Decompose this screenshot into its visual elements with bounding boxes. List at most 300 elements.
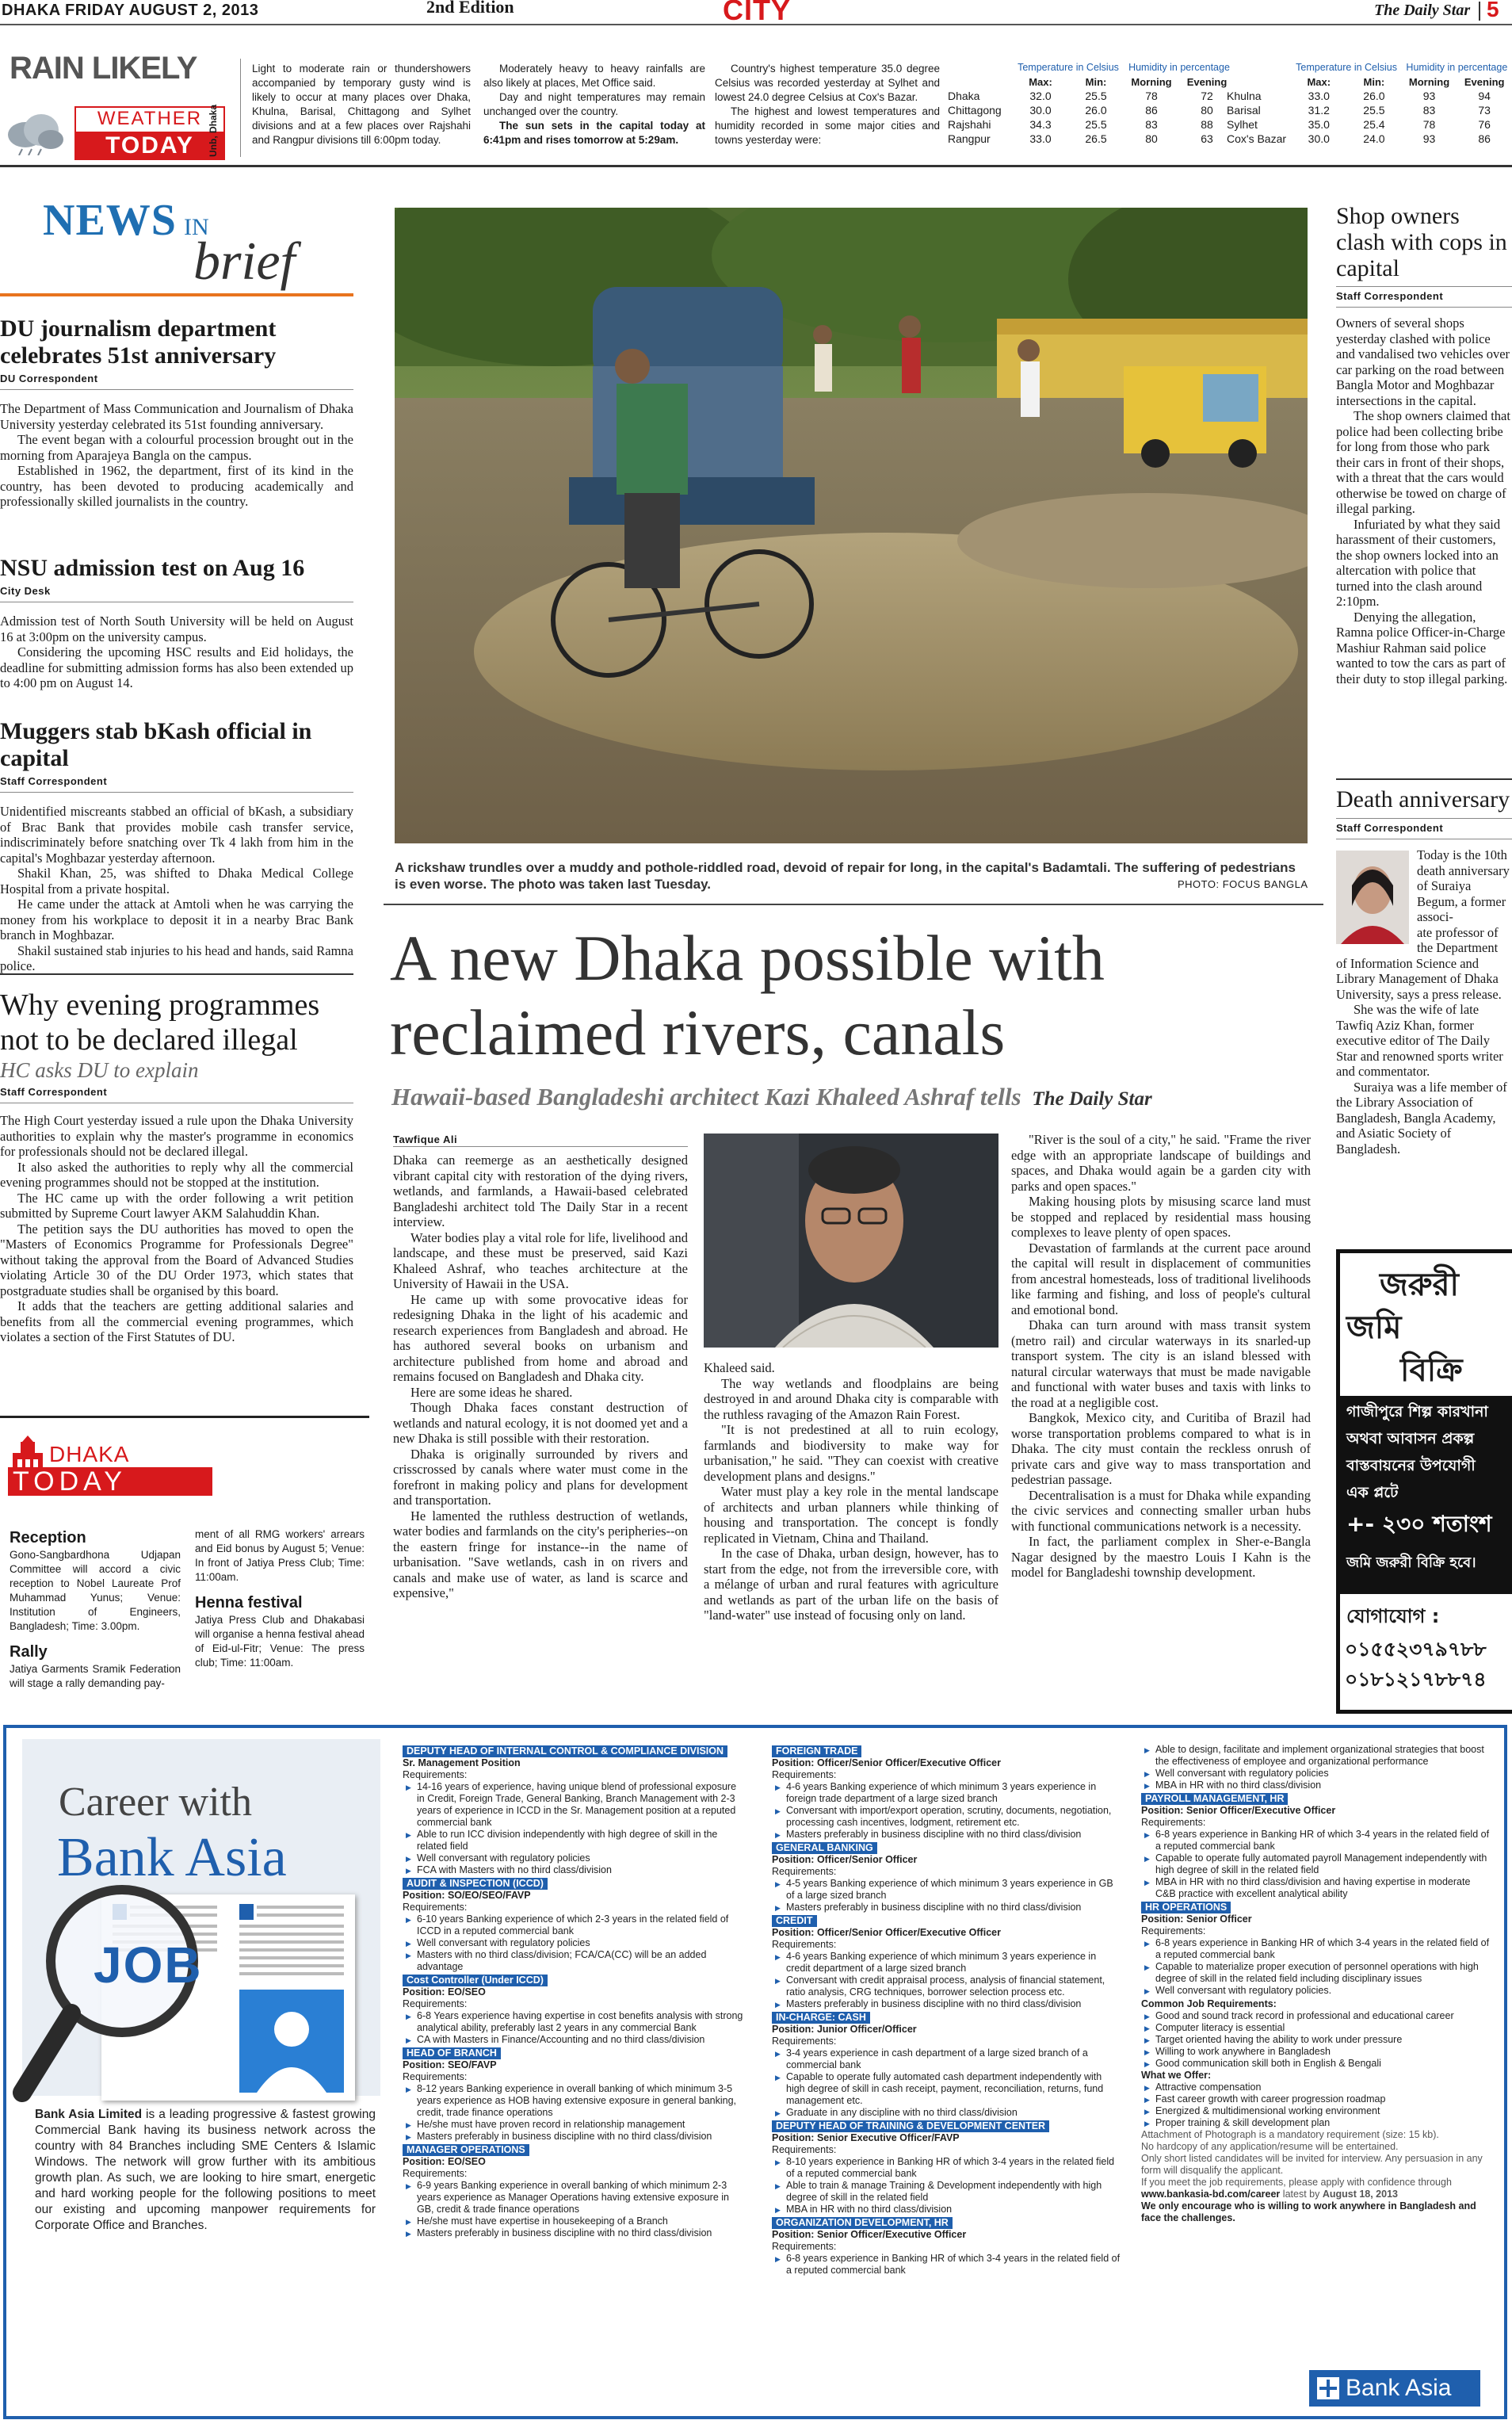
weather-value: 25.5 <box>1085 118 1107 131</box>
right-2-headline: Death anniversary <box>1336 786 1510 812</box>
brief-1-p2: The event began with a colourful procession brought out in the morning from Aparajeya Bangla on the campus. <box>0 432 353 463</box>
weather-city: Chittagong <box>948 104 1002 117</box>
job-col-3-sections <box>1141 1791 1490 1997</box>
list-item: ▶ Capable to operate fully automated payroll Management independently with high degree of skill in the related field <box>1155 1852 1490 1876</box>
offer-list <box>1141 2082 1490 2129</box>
brief-4-body <box>0 1113 353 1345</box>
lead-c1-p4: Though Dhaka faces constant destruction of wetlands and natural ecology, it is not doomed yet and a new Dhaka is still possible with their restoration. <box>393 1400 688 1446</box>
brief-2-body <box>0 614 353 691</box>
weather-col1: Light to moderate rain or thundershowers accompanied by temporary gusty wind is likely to occur at many places over Dhaka, Khulna, Barisal, Chittagong and Sylhet divisions and at a few places over Rajshahi and Rangpur divisions till 6:00pm today. <box>252 63 471 146</box>
lead-headline <box>390 921 1325 1070</box>
lead-col-2 <box>704 1360 998 1623</box>
weather-row <box>1224 117 1512 132</box>
ad-body-3: বাস্তবায়নের উপযোগী <box>1346 1457 1476 1474</box>
list-item: ▶ Conversant with credit appraisal process, analysis of financial statement, ratio analysis, CRG techniques, borrower selection process etc. <box>786 1975 1121 1998</box>
weather-row <box>1224 89 1512 103</box>
list-item: ▶ Energized & multidimensional working environment <box>1155 2105 1490 2117</box>
right-story-2 <box>1336 778 1512 1156</box>
ad-body-6: জমি জরুরী বিক্রি হবে। <box>1346 1554 1476 1571</box>
dhaka-today-top: DHAKA <box>49 1442 130 1466</box>
weather-row <box>945 132 1235 146</box>
weather-col3 <box>715 62 940 147</box>
bank-ad-intro-text: is a leading progressive & fastest growing Commercial Bank having its business network across the country with 84 Branches including SME Centers & Islamic Windows. The network will grow further with its ambitious growth plan. As such, we are looking to hire smart, energetic and hard working people for the following positions to meet our existing and upcoming manpower requirements for Corporate Office and Branches. <box>35 2108 376 2232</box>
weather-value: 34.3 <box>1029 118 1052 131</box>
job-position: Position: SEO/FAVP <box>403 2059 497 2070</box>
list-item: ▶ 6-9 years Banking experience in overall banking of which minimum 2-3 years experience as Manager Operations having extensive exposure in GB, credit & trade finance operations <box>417 2180 743 2215</box>
list-item: ▶ Masters with no third class/division; FCA/CA(CC) will be an added advantage <box>417 1949 743 1973</box>
weather-city: Sylhet <box>1227 118 1258 131</box>
lead-headline-line1: A new Dhaka possible with <box>390 922 1105 994</box>
bank-ad-career: Career with <box>59 1780 253 1825</box>
right-2-p1b: ate professor of the Department of Information Science and Library Management of Dhaka University, says a press release. <box>1336 924 1502 1002</box>
note-5-text: latest by <box>1280 2189 1323 2200</box>
weather-value: 76 <box>1478 118 1491 131</box>
weather-source: Unb, Dhaka <box>208 104 219 157</box>
list-item: ▶ Computer literacy is essential <box>1155 2022 1490 2034</box>
lead-c2-p1: The way wetlands and floodplains are being destroyed in and around Dhaka city is comparable with the ruthless ravaging of the Amazon Rain Forest. <box>704 1375 998 1422</box>
deadline-date: August 18, 2013 <box>1322 2189 1398 2200</box>
weather-col2-p1: Moderately heavy to heavy rainfalls are also likely at places, Met Office said. <box>483 63 705 89</box>
wx2-th-evening: Evening <box>1464 75 1505 88</box>
lead-deck-text: Hawaii-based Bangladeshi architect Kazi Khaleed Ashraf tells <box>391 1083 1021 1111</box>
job-requirements-list <box>772 2253 1121 2277</box>
ad-body-2: অথবা আবাসন প্রকল্প <box>1346 1430 1475 1447</box>
weather-value: 25.4 <box>1363 118 1385 131</box>
job-section-title: DEPUTY HEAD OF TRAINING & DEVELOPMENT CENTER <box>772 2120 1049 2132</box>
list-item: ▶ Good and sound track record in professional and educational career <box>1155 2010 1490 2022</box>
lead-c1-p6: He lamented the ruthless destruction of wetlands, water bodies and farmlands on the city's peripheries--on the eastern fringe for instance--in the name of urbanisation. "Save wetlands, cash in on rivers and canals and make use of water, as land is scarce and expensive," <box>393 1508 688 1600</box>
list-item: ▶ Conversant with import/export operation, scrutiny, documents, negotiation, processing cash incentives, lodgment, retirement etc. <box>786 1805 1121 1829</box>
masthead-divider <box>1479 2 1480 21</box>
weather-col2-p2: Day and night temperatures may remain unchanged over the country. <box>483 91 705 117</box>
dhaka-today-col2 <box>195 1527 365 1670</box>
note-3: Only short listed candidates will be invited for interview. Any persuasion in any form will disqualify the applicant. <box>1141 2153 1483 2176</box>
job-position: Position: EO/SEO <box>403 2156 486 2167</box>
right-1-p1: Owners of several shops yesterday clashed with police and vandalised two vehicles over car parking on the road between Bangla Motor and Moghbazar intersections in the capital. <box>1336 315 1510 408</box>
job-section-title: HEAD OF BRANCH <box>403 2047 501 2059</box>
list-item: ▶ 4-5 years Banking experience of which minimum 3 years experience in GB of a large sized branch <box>786 1878 1121 1902</box>
masthead-section: CITY <box>723 0 792 26</box>
job-section-title: Cost Controller (Under ICCD) <box>403 1975 548 1986</box>
weather-city: Khulna <box>1227 90 1262 102</box>
weather-value: 63 <box>1201 132 1213 145</box>
job-position: Sr. Management Position <box>403 1757 521 1768</box>
weather-col3-p1: Country's highest temperature 35.0 degree Celsius was recorded yesterday at Sylhet and lowest 24.0 degree Celsius at Cox's Bazar. <box>715 63 940 103</box>
job-requirements-label: Requirements: <box>403 2071 468 2082</box>
brief-2-byline: City Desk <box>0 585 51 597</box>
list-item: ▶ Masters preferably in business discipline with no third class/division <box>417 2227 743 2239</box>
weather-table-2-body <box>1224 89 1512 146</box>
job-requirements-label: Requirements: <box>772 1939 837 1950</box>
job-section-title: DEPUTY HEAD OF INTERNAL CONTROL & COMPLIANCE DIVISION <box>403 1745 727 1757</box>
lead-c2-p0: Khaleed said. <box>704 1360 775 1375</box>
wx2-th-hum: Humidity in percentage <box>1406 62 1508 73</box>
weather-table-1-body <box>945 89 1235 146</box>
obituary-portrait <box>1336 851 1409 944</box>
brief-4-p5: It adds that the teachers are getting additional salaries and benefits from all the commercial evening programmes, which violates a section of the First Statutes of DU. <box>0 1298 353 1344</box>
weather-divider <box>240 59 241 157</box>
job-position: Position: Senior Officer/Executive Officer <box>772 2229 967 2240</box>
weather-value: 80 <box>1145 132 1158 145</box>
lead-c2-p3: Water must play a key role in the mental landscape of architects and urban planners while thinking of housing and transportation. The concept is fondly replicated in Vietnam, China and Thailand. <box>704 1484 998 1546</box>
lead-portrait <box>704 1134 998 1348</box>
masthead-edition: 2nd Edition <box>426 0 514 17</box>
career-link[interactable]: www.bankasia-bd.com/career <box>1141 2189 1281 2200</box>
weather-col2-p3: The sun sets in the capital today at 6:41pm and rises tomorrow at 5:29am. <box>483 120 705 146</box>
right-2-p3: Suraiya was a life member of the Library Association of Bangladesh, Bangla Academy, and Asiatic Society of Bangladesh. <box>1336 1079 1507 1156</box>
job-position: Position: Senior Officer/Executive Officer <box>1141 1805 1336 1816</box>
weather-value: 26.0 <box>1363 90 1385 102</box>
list-item: ▶ 6-8 years experience in Banking HR of which 3-4 years in the related field of a reputed commercial bank <box>786 2253 1121 2277</box>
list-item: ▶ MBA in HR with no third class/division <box>786 2204 1121 2215</box>
weather-value: 72 <box>1201 90 1213 102</box>
weather-value: 88 <box>1201 118 1213 131</box>
list-item: ▶ Well conversant with regulatory policies <box>1155 1768 1490 1780</box>
list-item: ▶ 6-8 Years experience having expertise in cost benefits analysis with strong analytical ability, preferably last 2 years in any commercial Bank <box>417 2010 743 2034</box>
list-item: ▶ Well conversant with regulatory policies. <box>1155 1985 1490 1997</box>
brief-4-p2: It also asked the authorities to reply why all the commercial evening programmes should not be stopped at the institution. <box>0 1159 353 1190</box>
job-requirements-label: Requirements: <box>772 2144 837 2155</box>
weather-value: 78 <box>1422 118 1436 131</box>
photo-bottom-rule <box>384 904 1323 905</box>
right-story-1 <box>1336 203 1512 686</box>
ad-black-band <box>1340 1396 1512 1594</box>
wx2-th-max: Max: <box>1307 75 1331 88</box>
weather-value: 24.0 <box>1363 132 1385 145</box>
wx-th-min: Min: <box>1085 75 1107 88</box>
list-item: ▶ MBA in HR with no third class/division and having expertise in moderate C&B practice with excellent analytical ability <box>1155 1876 1490 1900</box>
right-1-headline: Shop owners clash with cops in capital <box>1336 203 1507 281</box>
brief-story-4 <box>0 988 353 1345</box>
job-requirements-list <box>403 2180 743 2239</box>
bank-asia-logo-icon <box>1317 2377 1339 2399</box>
bank-ad-bank: Bank Asia <box>57 1827 287 1888</box>
lead-deck <box>391 1083 1327 1111</box>
lead-c3-p0: "River is the soul of a city," he said. "Frame the river edge with an appropriate landscape of buildings and spaces, and Dhaka would again be a garden city with parks and open spaces." <box>1011 1132 1311 1194</box>
weather-value: 30.0 <box>1029 104 1052 117</box>
lead-deck-paper: The Daily Star <box>1032 1088 1152 1110</box>
weather-value: 78 <box>1145 90 1158 102</box>
job-section-title: FOREIGN TRADE <box>772 1745 861 1757</box>
job-requirements-list <box>403 1781 743 1876</box>
job-position: Position: Senior Officer <box>1141 1913 1252 1925</box>
lead-byline-rule <box>393 1146 688 1147</box>
weather-logo-top: WEATHER <box>74 106 225 133</box>
weather-city: Dhaka <box>948 90 980 102</box>
brief-orange-rule <box>0 293 353 296</box>
job-requirements-list <box>772 1781 1121 1841</box>
bank-ad-intro <box>35 2107 376 2234</box>
ad-body-1: গাজীপুরে শিল্প কারখানা <box>1346 1403 1488 1420</box>
job-requirements-label: Requirements: <box>772 2036 837 2047</box>
job-section-title: ORGANIZATION DEVELOPMENT, HR <box>772 2217 953 2229</box>
list-item: ▶ Capable to operate fully automated cash department independently with high degree of skill in cash receipt, payment, reconciliation, returns, fund management etc. <box>786 2071 1121 2107</box>
lead-c3-p4: Bangkok, Mexico city, and Curitiba of Brazil had worse transportation problems compared to what is in Dhaka. The city must contain the reckless onrush of private cars and give way to mass transportation and pedestrian passage. <box>1011 1410 1311 1487</box>
weather-box <box>0 44 1512 163</box>
weather-value: 73 <box>1478 104 1491 117</box>
event-rally-cont: ment of all RMG workers' arrears and Eid bonus by August 5; Venue: In front of Jatiya Press Club; Time: 11:00am. <box>195 1528 365 1583</box>
photo-caption <box>395 859 1298 893</box>
bank-asia-ad <box>3 1725 1507 2419</box>
weather-value: 30.0 <box>1308 132 1330 145</box>
right-1-p4: Denying the allegation, Ramna police Officer-in-Charge Mashiur Rahman said police wanted to tow the cars as part of their duty to stop illegal parking. <box>1336 609 1508 686</box>
photo-credit: PHOTO: FOCUS BANGLA <box>1178 878 1308 890</box>
wx-th-max: Max: <box>1029 75 1052 88</box>
weather-logo-bottom: TODAY <box>74 132 225 160</box>
list-item: ▶ Well conversant with regulatory policies <box>417 1937 743 1949</box>
lead-c3-p5: Decentralisation is a must for Dhaka while expanding the civic services and connecting smaller urban hubs with functional communications network is a necessity. <box>1011 1487 1311 1534</box>
note-4-text: If you meet the job requirements, please apply with confidence through <box>1141 2177 1452 2188</box>
lead-c1-p5: Dhaka is originally surrounded by rivers and crisscrossed by canals where water must come in the forefront in making policy and plans for development and transportation. <box>393 1446 688 1508</box>
job-col-1 <box>403 1744 743 2239</box>
job-requirements-list <box>403 1913 743 1973</box>
weather-value: 25.5 <box>1085 90 1107 102</box>
rickshaw-photo <box>395 208 1308 843</box>
brief-2-p2: Considering the upcoming HSC results and Eid holidays, the deadline for submitting admission forms has also been extended up to 4:00 pm on August 14. <box>0 644 353 690</box>
brief-2-p1: Admission test of North South University will be held on August 16 at 3:00pm on the university campus. <box>0 614 353 644</box>
weather-logo <box>6 106 228 163</box>
brief-3-byline: Staff Correspondent <box>0 775 108 787</box>
event-reception-text: Gono-Sangbardhona Udjapan Committee will accord a civic reception to Nobel Laureate Prof Muhammad Yunus; Venue: Institution of Engineers, Bangladesh; Time: 3.00pm. <box>10 1549 181 1632</box>
lead-c2-p4: In the case of Dhaka, urban design, however, has to start from the edge, not from the irreversible core, with a mélange of urban and rural features with agriculture and wetlands as part of the urban life on the basis of "land-water" use instead of focusing only on land. <box>704 1546 998 1623</box>
lead-c1-p1: Water bodies play a vital role for life, livelihood and landscape, and these must be preserved, said Kazi Khaleed Ashraf, who teaches architecture at the University of Hawaii in the USA. <box>393 1229 688 1291</box>
brief-4-deck: HC asks DU to explain <box>0 1058 199 1082</box>
ad-title-1: জরুরী <box>1380 1267 1459 1303</box>
bank-ad-intro-bold: Bank Asia Limited <box>35 2108 143 2121</box>
wx2-th-min: Min: <box>1363 75 1385 88</box>
list-item: ▶ 3-4 years experience in cash department of a large sized branch of a commercial bank <box>786 2047 1121 2071</box>
brief-1-byline: DU Correspondent <box>0 373 98 384</box>
list-item: ▶ Able to design, facilitate and implement organizational strategies that boost the effectiveness of employee and organizational performance <box>1155 1744 1490 1768</box>
common-req-list <box>1141 2010 1490 2070</box>
ad-title-2: জমি <box>1346 1309 1402 1346</box>
list-item: ▶ 4-6 years Banking experience of which minimum 3 years experience in credit department of a large sized branch <box>786 1951 1121 1975</box>
job-col-2 <box>772 1744 1121 2277</box>
news-in-brief-logo <box>43 195 360 290</box>
right-1-byline: Staff Correspondent <box>1336 290 1444 302</box>
list-item: ▶ Fast career growth with career progression roadmap <box>1155 2093 1490 2105</box>
job-requirements-list <box>1141 1829 1490 1900</box>
list-item: ▶ 6-8 years experience in Banking HR of which 3-4 years in the related field of a reputed commercial bank <box>1155 1937 1490 1961</box>
weather-value: 80 <box>1201 104 1213 117</box>
brief-4-p4: The petition says the DU authorities has moved to open the "Masters of Economics Programme for Professionals Degree" without taking the approval from the Board of Advanced Studies violating Article 30 of the DU Order 1973, which states that postgraduate studies shall be organised by this board. <box>0 1221 353 1298</box>
brief-1-p3: Established in 1962, the department, first of its kind in the country, has been devoted to producing academically and professionally skilled journalists in the country. <box>0 463 353 509</box>
wx-th-temp: Temperature in Celsius <box>1018 62 1119 73</box>
brief-1-body <box>0 401 353 510</box>
list-item: ▶ Well conversant with regulatory policies <box>417 1852 743 1864</box>
lead-c3-p2: Devastation of farmlands at the current pace around the capital will result in displacement of communities from ancestral homesteads, loss of traditional livelihoods like farming and fishing, and loss of people's cultural and emotional bond. <box>1011 1240 1311 1317</box>
list-item: ▶ Masters preferably in business discipline with no third class/division <box>786 1829 1121 1841</box>
brief-4-p1: The High Court yesterday issued a rule upon the Dhaka University authorities to explain why the master's programme in economics for professionals should not be declared illegal. <box>0 1113 353 1159</box>
weather-value: 93 <box>1422 90 1436 102</box>
note-2: No hardcopy of any application/resume will be entertained. <box>1141 2141 1399 2152</box>
masthead <box>0 0 1512 25</box>
note-6: We only encourage who is willing to work anywhere in Bangladesh and face the challenges. <box>1141 2200 1476 2223</box>
lead-photo <box>395 208 1308 843</box>
weather-value: 31.2 <box>1308 104 1330 117</box>
weather-table-1 <box>945 60 1235 146</box>
wx-th-morning: Morning <box>1131 75 1172 88</box>
job-position: Position: Junior Officer/Officer <box>772 2024 917 2035</box>
list-item: ▶ Masters preferably in business discipline with no third class/division <box>786 1998 1121 2010</box>
list-item: ▶ Target oriented having the ability to work under pressure <box>1155 2034 1490 2046</box>
brief-4-p3: The HC came up with the order following a writ petition submitted by Supreme Court lawyer AKM Salahuddin Khan. <box>0 1190 353 1221</box>
bank-ad-job: JOB <box>94 1936 203 1994</box>
job-requirements-list <box>403 2010 743 2046</box>
weather-value: 86 <box>1478 132 1491 145</box>
job-section-title: MANAGER OPERATIONS <box>403 2144 529 2156</box>
list-item: ▶ Good communication skill both in English & Bengali <box>1155 2058 1490 2070</box>
bank-asia-logo <box>1309 2370 1480 2407</box>
event-henna-title: Henna festival <box>195 1594 303 1611</box>
brief-3-p3: He came under the attack at Amtoli when he was carrying the money from his workplace to deposit it in a nearby Brac Bank branch in Moghbazar. <box>0 897 353 942</box>
note-1: Attachment of Photograph is a mandatory requirement (size: 15 kb). <box>1141 2129 1439 2140</box>
list-item: ▶ CA with Masters in Finance/Accounting and no third class/division <box>417 2034 743 2046</box>
brief-story-1 <box>0 315 353 510</box>
list-item: ▶ 4-6 years Banking experience of which minimum 3 years experience in foreign trade department of a large sized branch <box>786 1781 1121 1805</box>
land-sale-ad <box>1336 1249 1512 1714</box>
brief-news: NEWS <box>43 196 177 245</box>
ad-body-4: এক প্লটে <box>1346 1484 1399 1501</box>
brief-3-p2: Shakil Khan, 25, was shifted to Dhaka Medical College Hospital from a private hospital. <box>0 866 353 897</box>
brief-story-2 <box>0 555 353 691</box>
right-2-byline: Staff Correspondent <box>1336 822 1444 834</box>
ad-contact: যোগাযোগ : <box>1346 1605 1440 1627</box>
weather-value: 33.0 <box>1029 132 1052 145</box>
event-reception-title: Reception <box>10 1529 86 1546</box>
job-requirements-list <box>772 1951 1121 2010</box>
job-requirements-label: Requirements: <box>772 2241 837 2252</box>
job-col-3 <box>1141 1744 1490 2224</box>
job-requirements-label: Requirements: <box>403 2168 468 2179</box>
dhaka-today-box <box>0 1416 369 1743</box>
brief-3-headline: Muggers stab bKash official in capital <box>0 718 312 771</box>
brief-3-body <box>0 804 353 974</box>
brief-3-p4: Shakil sustained stab injuries to his head and hands, said Ramna police. <box>0 942 353 973</box>
wx2-th-morning: Morning <box>1408 75 1450 88</box>
wx-th-hum: Humidity in percentage <box>1128 62 1230 73</box>
weather-col3-p2: The highest and lowest temperatures and humidity recorded in some major cities and towns yesterday were: <box>715 105 940 146</box>
common-req-title: Common Job Requirements: <box>1141 1998 1277 2009</box>
job-position: Position: Officer/Senior Officer/Executive Officer <box>772 1927 1001 1938</box>
cloud-icon <box>6 108 65 155</box>
list-item: ▶ 6-8 years experience in Banking HR of which 3-4 years in the related field of a reputed commercial bank <box>1155 1829 1490 1852</box>
job-section-title: GENERAL BANKING <box>772 1842 877 1854</box>
weather-value: 94 <box>1478 90 1491 102</box>
list-item: ▶ Able to run ICC division independently with high degree of skill in the related field <box>417 1829 743 1852</box>
lead-c1-p3: Here are some ideas he shared. <box>410 1384 573 1400</box>
job-col-3-top <box>1141 1744 1490 1791</box>
right-1-p3: Infuriated by what they said harassment of their customers, the shop owners locked into an altercation with police that turned into the clash around 2:10pm. <box>1336 516 1501 609</box>
ad-phone-1: ০১৫৫২৩৭৯৭৮৮ <box>1345 1638 1487 1661</box>
weather-value: 83 <box>1422 104 1436 117</box>
portrait-photo <box>704 1134 998 1348</box>
job-requirements-list <box>1141 1937 1490 1997</box>
lead-c2-p2: "It is not predestined at all to ruin ecology, farmlands and biodiversity to make way for urbanisation," he said. "They can coexist with creative development plans and designs." <box>704 1422 998 1484</box>
job-section-title: CREDIT <box>772 1915 817 1927</box>
weather-value: 83 <box>1145 118 1158 131</box>
ad-title-3: বিক্রি <box>1400 1352 1463 1389</box>
right-2-p2: She was the wife of late Tawfiq Aziz Khan, former executive editor of The Daily Star and renowned sports writer and commentator. <box>1336 1002 1503 1079</box>
list-item: ▶ FCA with Masters with no third class/division <box>417 1864 743 1876</box>
weather-value: 93 <box>1422 132 1436 145</box>
weather-value: 25.5 <box>1363 104 1385 117</box>
job-requirements-label: Requirements: <box>1141 1925 1206 1936</box>
list-item: ▶ Able to train & manage Training & Development independently with high degree of skill in the related field <box>786 2180 1121 2204</box>
weather-row <box>1224 132 1512 146</box>
weather-headline: RAIN LIKELY <box>10 51 197 86</box>
photo-caption-text: A rickshaw trundles over a muddy and pothole-riddled road, devoid of repair for long, in the capital's Badamtali. The suffering of pedestrians is even worse. The photo was taken last Tuesday. <box>395 860 1296 892</box>
weather-col2 <box>483 62 705 147</box>
lead-col-3 <box>1011 1132 1311 1581</box>
right-1-body <box>1336 315 1512 686</box>
list-item: ▶ 8-10 years experience in Banking HR of which 3-4 years in the related field of a reputed commercial bank <box>786 2156 1121 2180</box>
ad-phone-2: ০১৮১২১৭৮৮৭৪ <box>1345 1668 1487 1691</box>
masthead-date: DHAKA FRIDAY AUGUST 2, 2013 <box>2 2 259 19</box>
weather-value: 32.0 <box>1029 90 1052 102</box>
job-section-title: AUDIT & INSPECTION (ICCD) <box>403 1878 548 1890</box>
right-1-p2: The shop owners claimed that police had been collecting bribe for long from those who park their cars in front of their shops, with a threat that the cars would otherwise be towed on charge of illegal parking. <box>1336 408 1510 516</box>
weather-value: 35.0 <box>1308 118 1330 131</box>
bank-ad-left-panel <box>22 1739 380 2096</box>
event-rally-title: Rally <box>10 1643 48 1661</box>
job-requirements-list <box>772 2156 1121 2215</box>
list-item: ▶ Masters preferably in business discipline with no third class/division <box>417 2131 743 2143</box>
brief-4-headline: Why evening programmes not to be declared illegal <box>0 988 320 1057</box>
job-requirements-list <box>772 2047 1121 2119</box>
masthead-paper: The Daily Star <box>1374 2 1471 19</box>
event-henna-text: Jatiya Press Club and Dhakabasi will organise a henna festival ahead of Eid-ul-Fitr; Venue: The press club; Time: 11:00am. <box>195 1614 365 1669</box>
weather-row <box>945 117 1235 132</box>
brief-story-3 <box>0 718 353 974</box>
weather-row <box>1224 103 1512 117</box>
page-number: 5 <box>1487 0 1499 21</box>
list-item: ▶ Proper training & skill development plan <box>1155 2117 1490 2129</box>
dhaka-today-col1 <box>10 1527 181 1691</box>
list-item: ▶ 6-10 years Banking experience of which 2-3 years in the related field of ICCD in a reputed commercial bank <box>417 1913 743 1937</box>
lead-col-1 <box>393 1153 688 1601</box>
list-item: ▶ Willing to work anywhere in Bangladesh <box>1155 2046 1490 2058</box>
list-item: ▶ Capable to materialize proper execution of personnel operations with high degree of skill in the related field including disciplinary issues <box>1155 1961 1490 1985</box>
lead-c3-p6: In fact, the parliament complex in Sher-e-Bangla Nagar designed by the maestro Louis I Kahn is the model for Bangladeshi township development. <box>1011 1534 1311 1580</box>
list-item: ▶ Attractive compensation <box>1155 2082 1490 2093</box>
brief-brief: brief <box>193 231 296 291</box>
weather-table-2 <box>1224 60 1512 146</box>
event-rally-text: Jatiya Garments Sramik Federation will stage a rally demanding pay- <box>10 1663 181 1689</box>
job-requirements-list <box>772 1878 1121 1913</box>
job-position: Position: Officer/Senior Officer/Executive Officer <box>772 1757 1001 1768</box>
job-requirements-label: Requirements: <box>772 1769 837 1780</box>
job-requirements-label: Requirements: <box>772 1866 837 1877</box>
note-4 <box>1141 2177 1490 2200</box>
lead-c3-p1: Making housing plots by misusing scarce land must be stopped and replaced by residential mass housing complexes to leave plenty of open spaces. <box>1011 1194 1311 1240</box>
brief-1-p1: The Department of Mass Communication and Journalism of Dhaka University yesterday celebrated its 51st founding anniversary. <box>0 401 353 432</box>
list-item: ▶ 8-12 years Banking experience in overall banking of which minimum 3-5 years experience as HOB having extensive exposure in general banking, credit, trade finance operations <box>417 2083 743 2119</box>
brief-in: IN <box>184 214 209 240</box>
list-item: ▶ 14-16 years of experience, having unique blend of professional exposure in Credit, Foreign Trade, General Banking, Branch Management with 2-3 years of experience in ICCD in the Sr. Management position at a reputed commercial bank <box>417 1781 743 1829</box>
brief-3-p1: Unidentified miscreants stabbed an official of bKash, a subsidiary of Brac Bank that provides mobile cash transfer service, indiscriminately before snatching over Tk 4 lakh from him in the capital's Moghbazar yesterday afternoon. <box>0 804 353 866</box>
weather-row <box>945 89 1235 103</box>
job-requirements-label: Requirements: <box>403 1998 468 2009</box>
lead-c1-p2: He came up with some provocative ideas for redesigning Dhaka in the light of his academic and research experiences from Bangladesh and abroad. He has authored several books on urbanism and architecture published from home and abroad and remains focused on Bangladesh and Dhaka city. <box>393 1291 688 1384</box>
job-requirements-label: Requirements: <box>1141 1817 1206 1828</box>
offer-title: What we Offer: <box>1141 2070 1212 2081</box>
weather-value: 26.5 <box>1085 132 1107 145</box>
wx2-th-temp: Temperature in Celsius <box>1296 62 1398 73</box>
list-item: ▶ Graduate in any discipline with no third class/division <box>786 2107 1121 2119</box>
brief-4-byline: Staff Correspondent <box>0 1086 108 1098</box>
weather-city: Rajshahi <box>948 118 991 131</box>
